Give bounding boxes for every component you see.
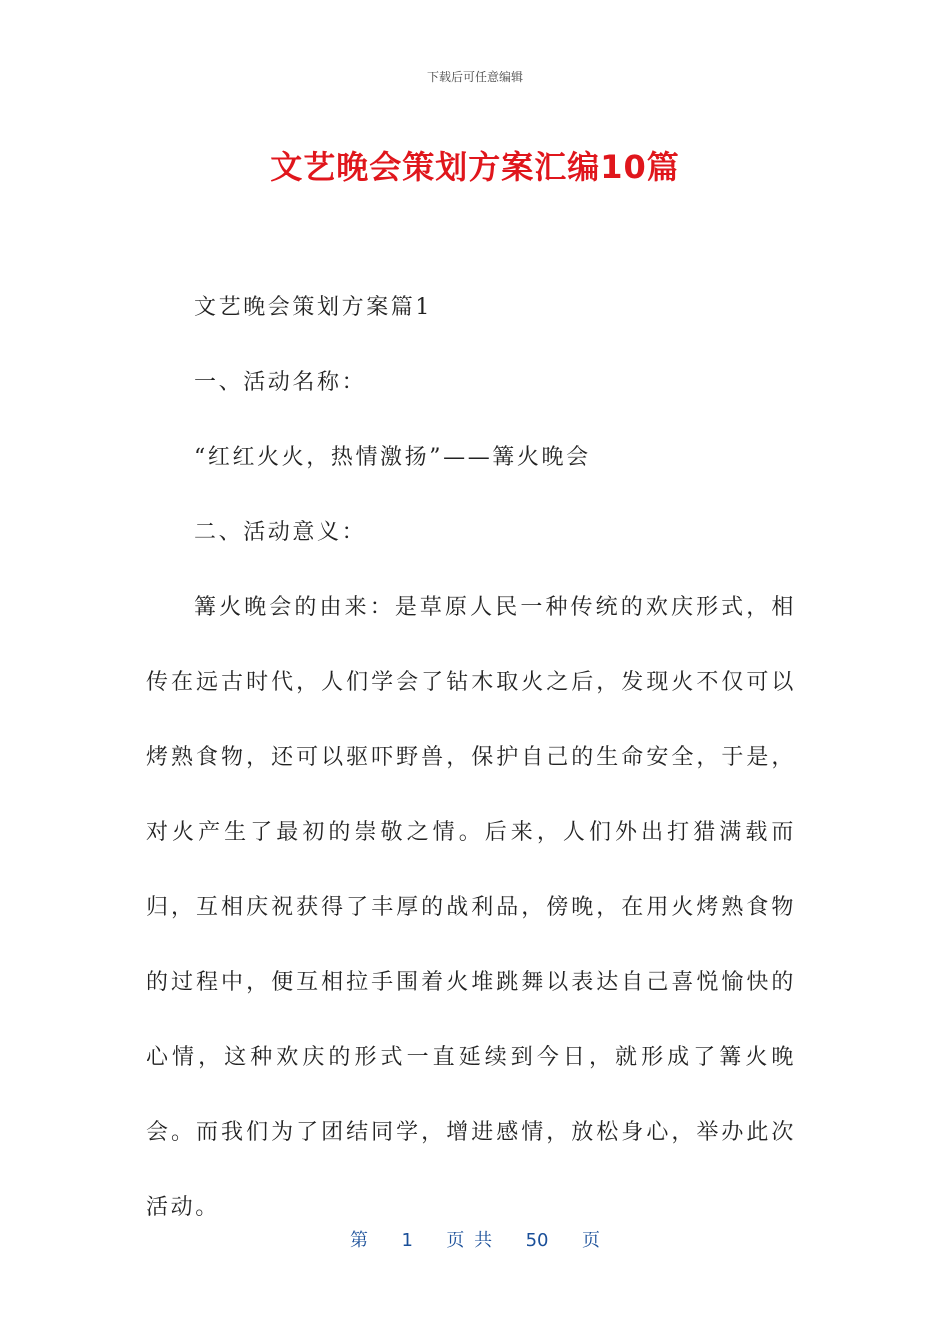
document-title: 文艺晚会策划方案汇编10篇 (270, 148, 680, 186)
activity-name-value: “红红火火，热情激扬”——篝火晚会 (194, 445, 591, 470)
footer-page-number: 1 (401, 1230, 413, 1251)
page-footer (0, 1226, 950, 1252)
document-body (146, 270, 796, 1245)
activity-meaning-heading: 二、活动意义： (194, 520, 367, 545)
body-paragraph: 篝火晚会的由来：是草原人民一种传统的欢庆形式，相传在远古时代，人们学会了钻木取火之后，发现火不仅可以烤熟食物，还可以驱吓野兽，保护自己的生命安全，于是，对火产生了最初的崇敬之情。后来，人们外出打猎满载而归，互相庆祝获得了丰厚的战利品，傍晚，在用火烤熟食物的过程中，便互相拉手围着火堆跳舞以表达自己喜悦愉快的心情，这种欢庆的形式一直延续到今日，就形成了篝火晚会。而我们为了团结同学，增进感情，放松身心，举办此次活动。 (146, 595, 796, 1220)
footer-middle: 页 共 (446, 1230, 493, 1251)
header-note: 下载后可任意编辑 (426, 70, 523, 84)
footer-prefix: 第 (350, 1230, 369, 1251)
chapter-heading: 文艺晚会策划方案篇1 (194, 295, 432, 320)
activity-name-heading: 一、活动名称： (194, 370, 367, 395)
footer-suffix: 页 (581, 1230, 600, 1251)
footer-total-pages: 50 (525, 1230, 549, 1251)
